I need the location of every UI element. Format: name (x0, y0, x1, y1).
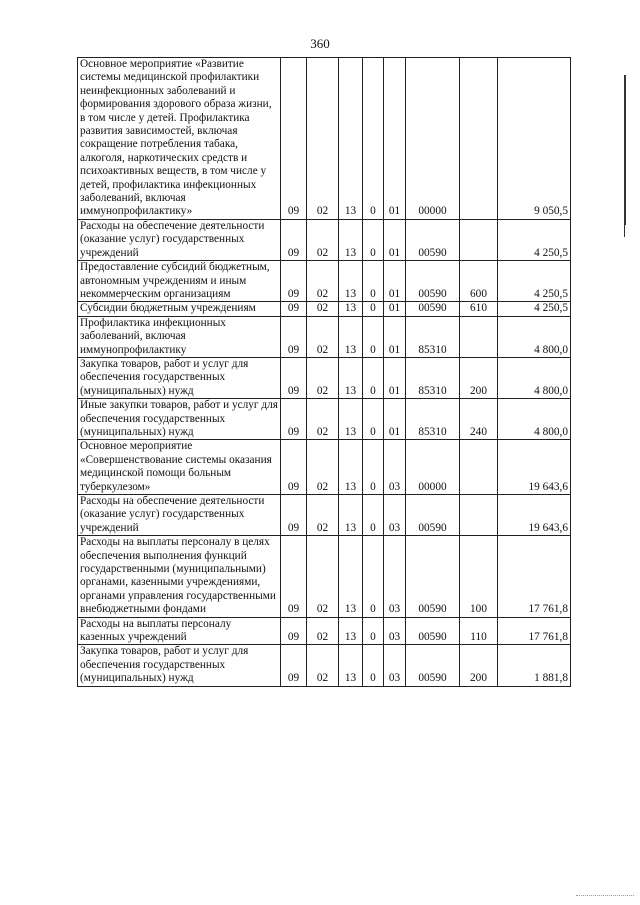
cell-program: 13 (339, 58, 363, 220)
table-row (78, 316, 571, 357)
cell-section: 09 (281, 536, 307, 617)
scan-edge-line (624, 225, 625, 237)
row-description: Расходы на обеспечение деятельности (оказание услуг) государственных учреждений (78, 219, 281, 260)
cell-event: 03 (384, 645, 406, 686)
cell-event: 03 (384, 617, 406, 645)
cell-amount: 4 250,5 (498, 261, 571, 302)
cell-expense-type: 610 (460, 302, 498, 316)
cell-subprogram: 0 (363, 302, 384, 316)
table-row (78, 357, 571, 398)
cell-subsection: 02 (307, 617, 339, 645)
scan-footer-mark (576, 895, 634, 898)
cell-expense-type (460, 440, 498, 495)
cell-expense-type (460, 495, 498, 536)
cell-event: 01 (384, 302, 406, 316)
cell-expense-type (460, 58, 498, 220)
row-description: Расходы на обеспечение деятельности (оказание услуг) государственных учреждений (78, 495, 281, 536)
cell-subsection: 02 (307, 58, 339, 220)
row-description: Иные закупки товаров, работ и услуг для обеспечения государственных (муниципальных) нужд (78, 399, 281, 440)
cell-section: 09 (281, 219, 307, 260)
cell-expense-type: 600 (460, 261, 498, 302)
cell-program: 13 (339, 495, 363, 536)
cell-direction: 00590 (406, 302, 460, 316)
table-row (78, 645, 571, 686)
cell-subsection: 02 (307, 440, 339, 495)
cell-section: 09 (281, 495, 307, 536)
table-row (78, 495, 571, 536)
table-row (78, 58, 571, 220)
cell-direction: 85310 (406, 316, 460, 357)
row-description: Закупка товаров, работ и услуг для обеспечения государственных (муниципальных) нужд (78, 645, 281, 686)
cell-direction: 00590 (406, 261, 460, 302)
cell-amount: 17 761,8 (498, 536, 571, 617)
cell-direction: 00000 (406, 58, 460, 220)
table-body (78, 58, 571, 687)
cell-program: 13 (339, 399, 363, 440)
cell-expense-type: 110 (460, 617, 498, 645)
cell-event: 03 (384, 440, 406, 495)
cell-section: 09 (281, 58, 307, 220)
cell-amount: 4 250,5 (498, 302, 571, 316)
table-row (78, 440, 571, 495)
cell-subsection: 02 (307, 495, 339, 536)
cell-amount: 4 800,0 (498, 399, 571, 440)
cell-program: 13 (339, 440, 363, 495)
cell-subsection: 02 (307, 399, 339, 440)
row-description: Закупка товаров, работ и услуг для обеспечения государственных (муниципальных) нужд (78, 357, 281, 398)
cell-subprogram: 0 (363, 219, 384, 260)
cell-program: 13 (339, 261, 363, 302)
cell-subsection: 02 (307, 536, 339, 617)
cell-expense-type (460, 316, 498, 357)
cell-section: 09 (281, 399, 307, 440)
cell-amount: 4 800,0 (498, 316, 571, 357)
table-row (78, 536, 571, 617)
cell-direction: 85310 (406, 399, 460, 440)
cell-direction: 00590 (406, 219, 460, 260)
cell-expense-type (460, 219, 498, 260)
cell-event: 03 (384, 495, 406, 536)
cell-subsection: 02 (307, 219, 339, 260)
cell-expense-type: 200 (460, 357, 498, 398)
table-row (78, 302, 571, 316)
cell-direction: 00590 (406, 495, 460, 536)
cell-subsection: 02 (307, 316, 339, 357)
table-row (78, 219, 571, 260)
scan-edge-line (624, 75, 626, 225)
cell-subprogram: 0 (363, 261, 384, 302)
row-description: Субсидии бюджетным учреждениям (78, 302, 281, 316)
cell-amount: 1 881,8 (498, 645, 571, 686)
cell-amount: 19 643,6 (498, 440, 571, 495)
cell-program: 13 (339, 357, 363, 398)
cell-subprogram: 0 (363, 357, 384, 398)
row-description: Основное мероприятие «Совершенствование системы оказания медицинской помощи больным туберкулезом» (78, 440, 281, 495)
table-row (78, 261, 571, 302)
cell-subprogram: 0 (363, 440, 384, 495)
cell-event: 01 (384, 219, 406, 260)
cell-section: 09 (281, 617, 307, 645)
row-description: Предоставление субсидий бюджетным, автономным учреждениям и иным некоммерческим организациям (78, 261, 281, 302)
cell-amount: 4 800,0 (498, 357, 571, 398)
cell-subsection: 02 (307, 261, 339, 302)
table-row (78, 399, 571, 440)
cell-subprogram: 0 (363, 536, 384, 617)
cell-event: 01 (384, 357, 406, 398)
cell-event: 03 (384, 536, 406, 617)
cell-subprogram: 0 (363, 399, 384, 440)
cell-program: 13 (339, 316, 363, 357)
table-row (78, 617, 571, 645)
cell-subsection: 02 (307, 645, 339, 686)
cell-section: 09 (281, 261, 307, 302)
cell-subprogram: 0 (363, 316, 384, 357)
budget-table (77, 57, 571, 687)
cell-expense-type: 240 (460, 399, 498, 440)
cell-expense-type: 200 (460, 645, 498, 686)
cell-event: 01 (384, 316, 406, 357)
cell-amount: 4 250,5 (498, 219, 571, 260)
cell-subprogram: 0 (363, 645, 384, 686)
cell-subsection: 02 (307, 302, 339, 316)
cell-subprogram: 0 (363, 58, 384, 220)
cell-section: 09 (281, 302, 307, 316)
cell-direction: 00000 (406, 440, 460, 495)
cell-section: 09 (281, 645, 307, 686)
cell-expense-type: 100 (460, 536, 498, 617)
cell-direction: 00590 (406, 536, 460, 617)
row-description: Расходы на выплаты персоналу в целях обеспечения выполнения функций государственными (муниципальными) органами, казенными учреждениями, органами управления государственными внебюджетными фондами (78, 536, 281, 617)
cell-event: 01 (384, 58, 406, 220)
row-description: Профилактика инфекционных заболеваний, включая иммунопрофилактику (78, 316, 281, 357)
cell-amount: 17 761,8 (498, 617, 571, 645)
cell-program: 13 (339, 617, 363, 645)
cell-direction: 00590 (406, 645, 460, 686)
row-description: Основное мероприятие «Развитие системы медицинской профилактики неинфекционных заболеваний и формирования здорового образа жизни, в том числе у детей. Профилактика развития зависимостей, включая сокращение потребления табака, алкоголя, наркотических средств и психоактивных веществ, в том числе у детей, профилактика инфекционных заболеваний, включая иммунопрофилактику» (78, 58, 281, 220)
cell-program: 13 (339, 536, 363, 617)
cell-amount: 9 050,5 (498, 58, 571, 220)
cell-subprogram: 0 (363, 495, 384, 536)
cell-program: 13 (339, 645, 363, 686)
cell-section: 09 (281, 357, 307, 398)
cell-section: 09 (281, 316, 307, 357)
cell-event: 01 (384, 261, 406, 302)
cell-subprogram: 0 (363, 617, 384, 645)
cell-program: 13 (339, 219, 363, 260)
cell-direction: 00590 (406, 617, 460, 645)
cell-event: 01 (384, 399, 406, 440)
row-description: Расходы на выплаты персоналу казенных учреждений (78, 617, 281, 645)
cell-amount: 19 643,6 (498, 495, 571, 536)
cell-direction: 85310 (406, 357, 460, 398)
cell-section: 09 (281, 440, 307, 495)
cell-program: 13 (339, 302, 363, 316)
page-number: 360 (310, 36, 330, 51)
cell-subsection: 02 (307, 357, 339, 398)
